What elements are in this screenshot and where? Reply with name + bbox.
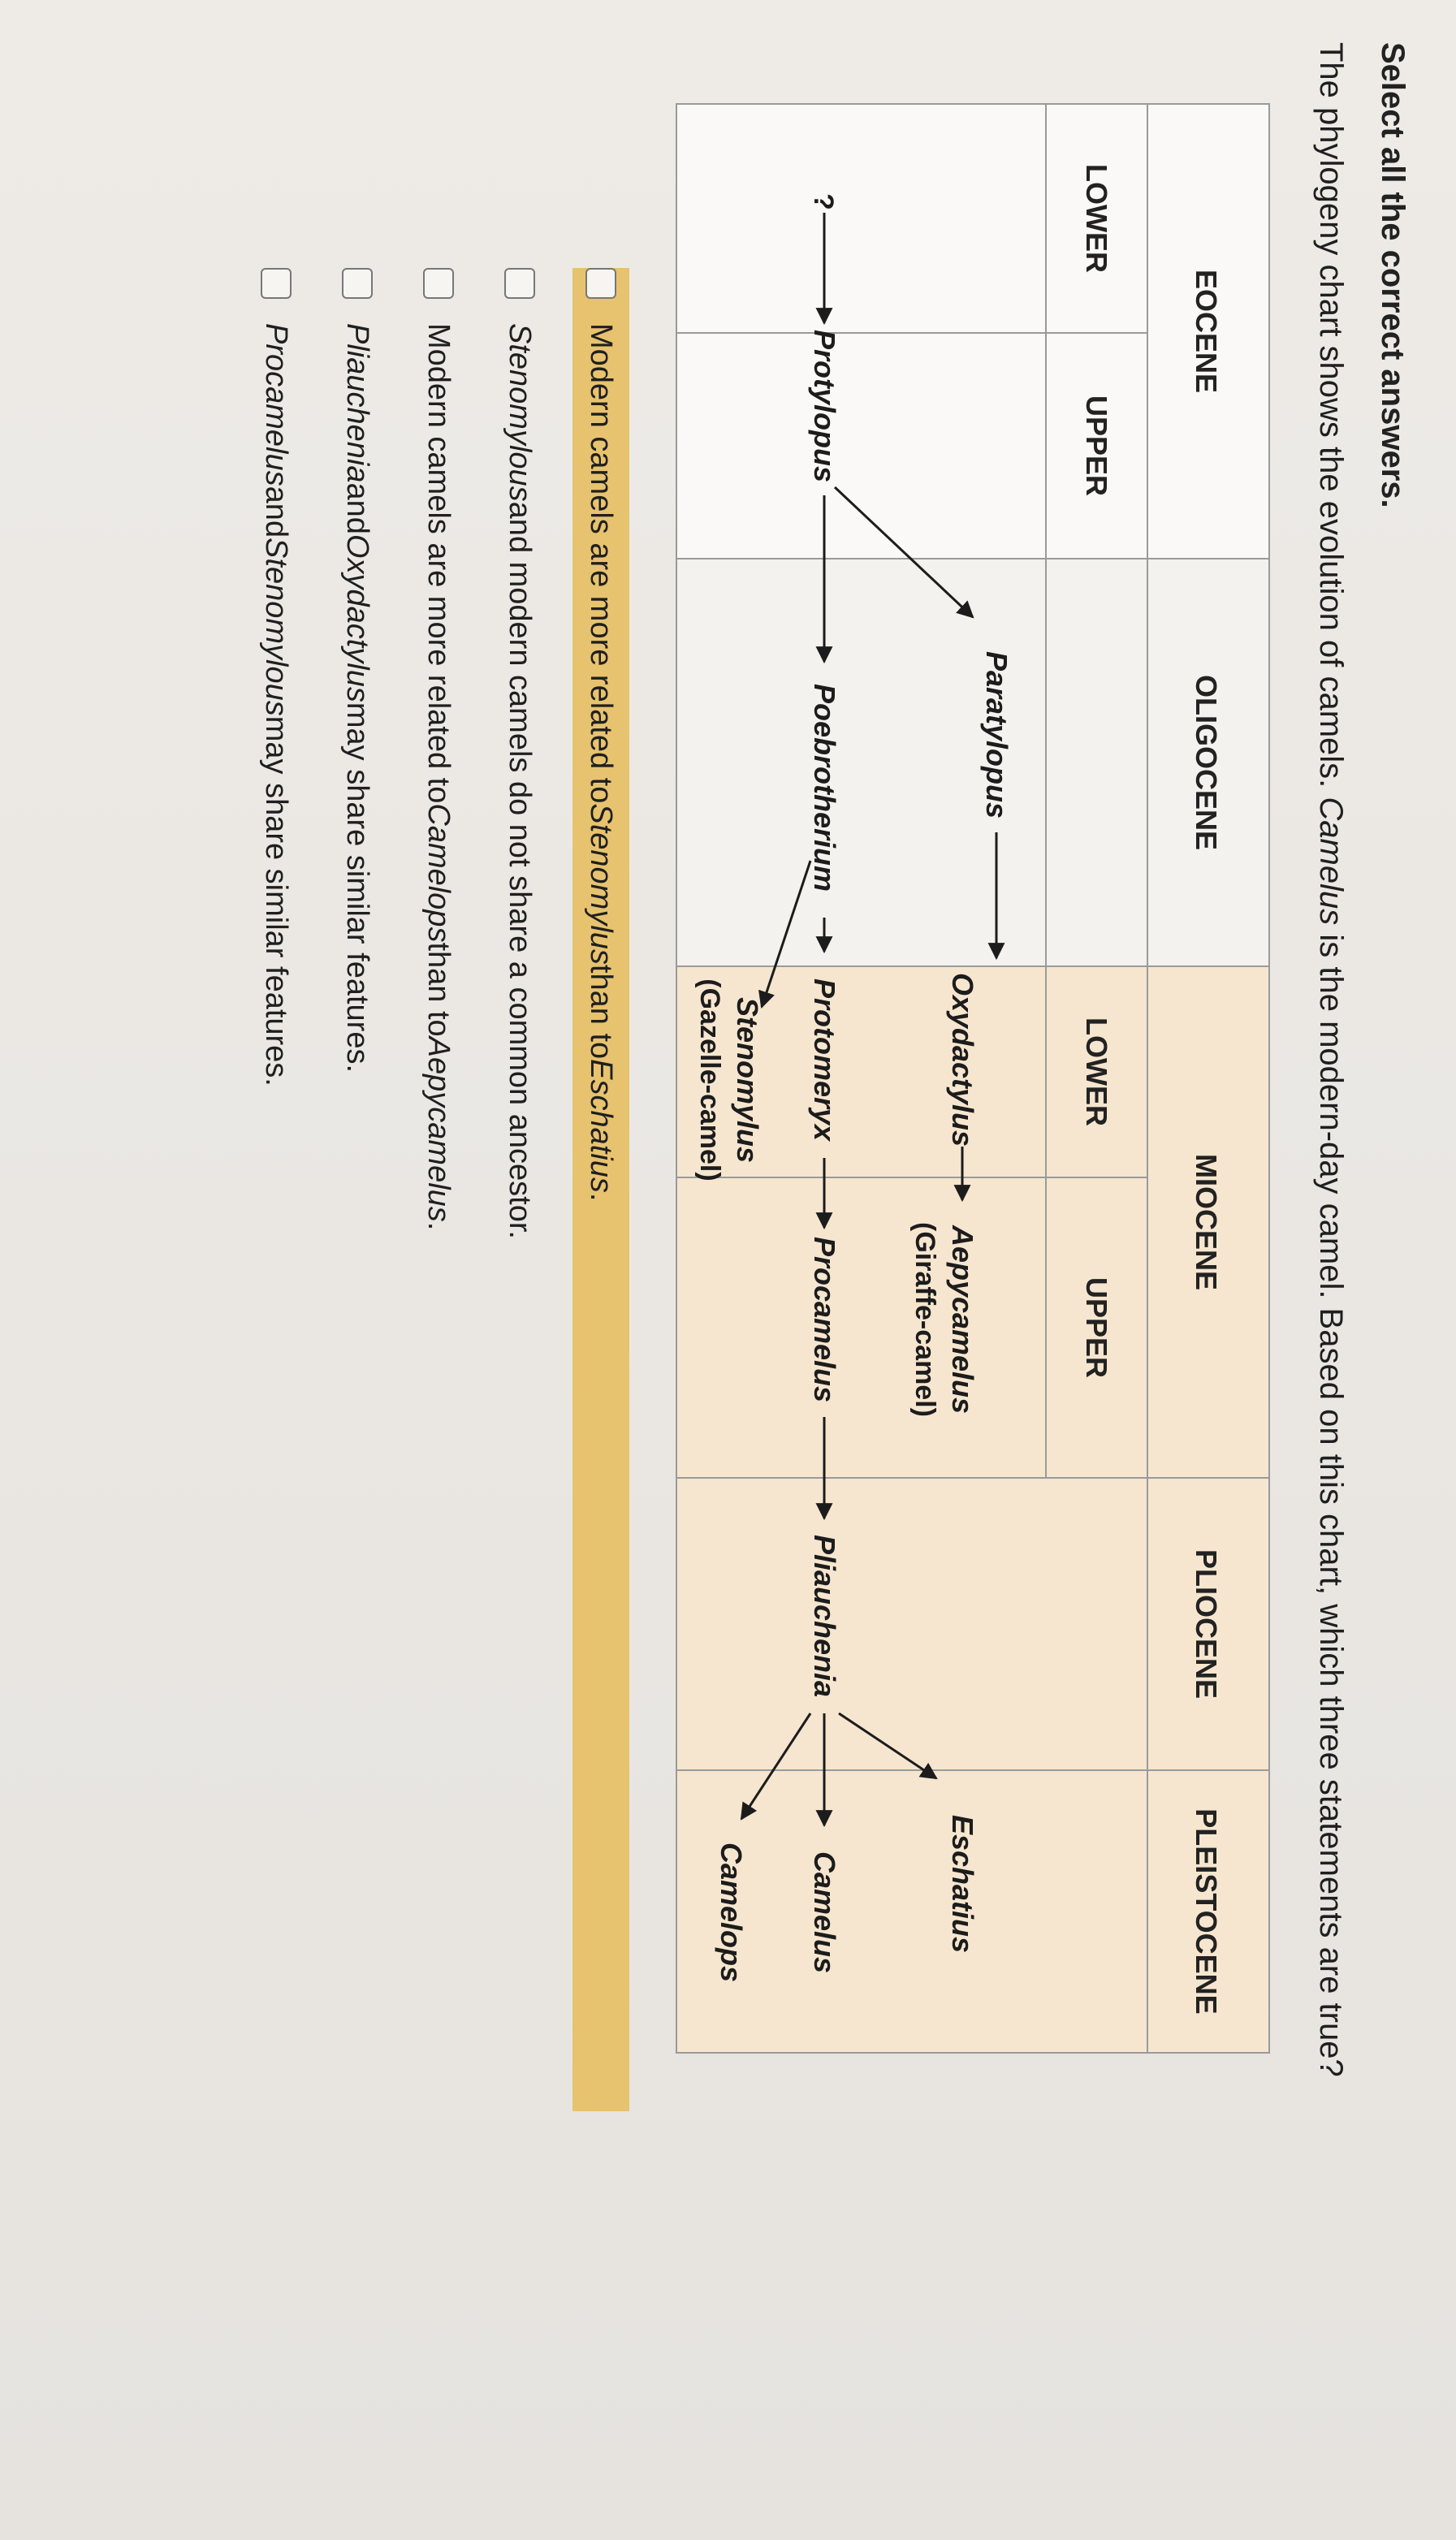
aepycamelus-label: Aepycamelus <box>946 1225 979 1415</box>
option-4-italic-b: Oxydactylus <box>340 533 375 702</box>
option-3-checkbox[interactable] <box>423 268 454 299</box>
pliauchenia-label: Pliauchenia <box>808 1534 841 1698</box>
option-4-italic-a: Pliauchenia <box>340 323 375 483</box>
option-3[interactable] <box>410 268 467 1230</box>
eocene-lower-shade <box>676 104 1269 559</box>
option-1-italic-b: Eschatius <box>584 1059 619 1193</box>
option-5-text-c: may share similar features. <box>259 715 294 1086</box>
epoch-oligocene: OLIGOCENE <box>1190 674 1223 851</box>
stenomylus-common-name: (Gazelle-camel) <box>694 978 725 1181</box>
option-2-italic-a: Stenomylous <box>503 323 538 502</box>
protylopus-label: Protylopus <box>808 329 841 483</box>
option-4-text-c: may share similar features. <box>340 702 375 1073</box>
option-5-italic-a: Procamelus <box>259 323 294 486</box>
option-3-text-b: than to <box>421 942 456 1037</box>
camelops-label: Camelops <box>715 1842 748 1983</box>
option-3-italic-b: Aepycamelus <box>421 1036 456 1222</box>
protomeryx-label: Protomeryx <box>808 978 841 1142</box>
option-1-text-c: . <box>584 1192 619 1202</box>
epoch-pliocene: PLIOCENE <box>1190 1549 1223 1700</box>
unknown-ancestor: ? <box>808 193 839 210</box>
miocene-upper: UPPER <box>1080 1276 1113 1379</box>
oxydactylus-label: Oxydactylus <box>946 972 979 1147</box>
epoch-miocene: MIOCENE <box>1190 1153 1223 1291</box>
aepycamelus-common-name: (Giraffe-camel) <box>909 1222 940 1417</box>
option-5-checkbox[interactable] <box>261 268 292 299</box>
option-4-text-b: and <box>340 482 375 534</box>
poebrotherium-label: Poebrotherium <box>808 683 841 892</box>
option-3-text-a: Modern camels are more related to <box>421 323 456 804</box>
camelus-label: Camelus <box>808 1851 841 1974</box>
option-1-text-a: Modern camels are more related to <box>584 323 619 804</box>
eocene-upper: UPPER <box>1080 395 1113 497</box>
stenomylus-label: Stenomylus <box>731 996 764 1164</box>
option-5-text-b: and <box>259 486 294 538</box>
question-italic: Camelus <box>1313 797 1349 926</box>
option-1[interactable] <box>572 268 629 2111</box>
paratylopus-label: Paratylopus <box>980 650 1013 819</box>
option-5[interactable] <box>248 268 305 1086</box>
eocene-lower: LOWER <box>1080 164 1113 273</box>
eschatius-label: Eschatius <box>946 1814 979 1954</box>
epoch-pleistocene: PLEISTOCENE <box>1190 1808 1223 2015</box>
instruction-text: Select all the correct answers. <box>1375 42 1411 508</box>
option-1-text-b: than to <box>584 964 619 1060</box>
option-3-italic-a: Camelops <box>421 803 456 943</box>
option-1-italic-a: Stenomylus <box>584 803 619 965</box>
option-4-checkbox[interactable] <box>342 268 373 299</box>
miocene-lower: LOWER <box>1080 1017 1113 1126</box>
option-2-checkbox[interactable] <box>504 268 535 299</box>
option-4[interactable] <box>329 268 386 1073</box>
option-1-checkbox[interactable] <box>585 268 616 299</box>
option-2[interactable] <box>491 268 548 1239</box>
option-5-italic-b: Stenomylous <box>259 538 294 716</box>
option-2-text-b: and modern camels do not share a common ancestor. <box>503 501 538 1239</box>
option-3-text-c: . <box>421 1221 456 1231</box>
procamelus-label: Procamelus <box>808 1236 841 1403</box>
epoch-eocene: EOCENE <box>1190 269 1223 394</box>
question-part-2: is the modern-day camel. Based on this chart, which three statements are true? <box>1313 925 1349 2077</box>
question-part-1: The phylogeny chart shows the evolution of camels. <box>1313 42 1349 797</box>
